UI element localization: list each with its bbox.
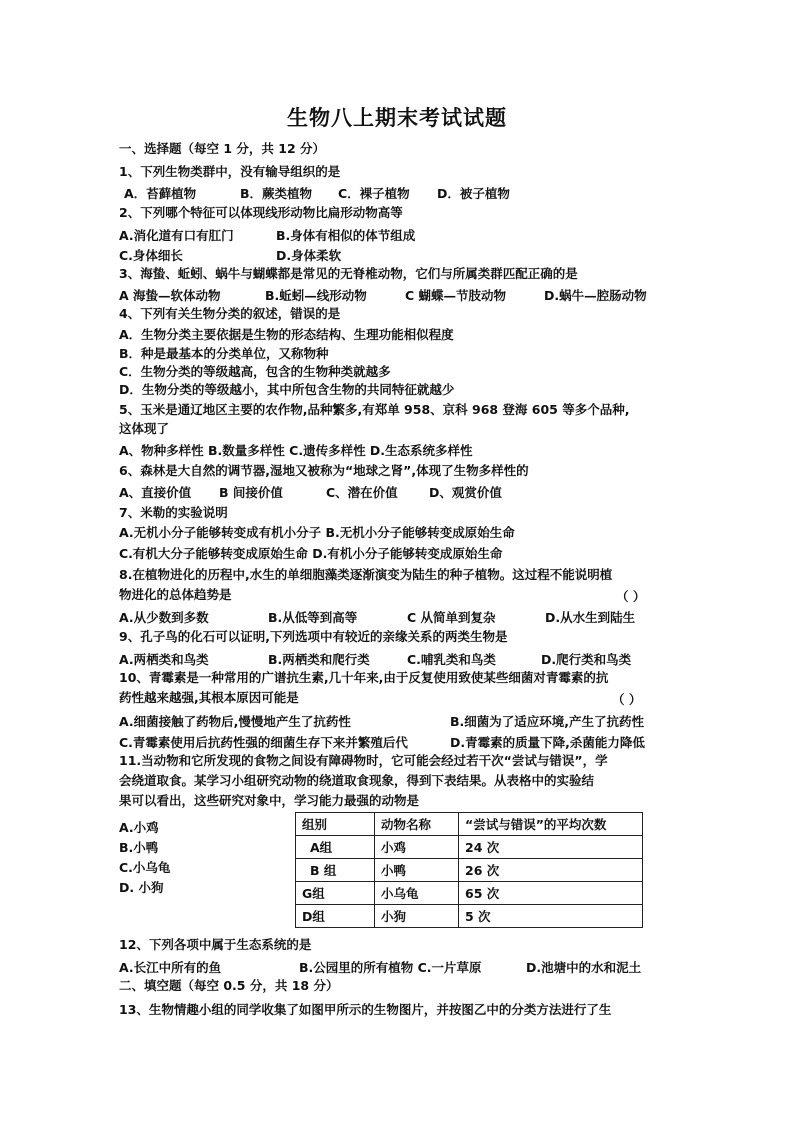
q6-option-b: B 间接价值: [219, 485, 283, 500]
question-8-stem: 8.在植物进化的历程中,水生的单细胞藻类逐渐演变为陆生的种子植物。这过程不能说明植: [119, 567, 613, 582]
q9-option-c: C.哺乳类和鸟类: [407, 652, 496, 667]
q1-option-d: D．被子植物: [437, 186, 510, 201]
q7-options-ab: A.无机小分子能够转变成有机小分子 B.无机小分子能够转变成原始生命: [119, 525, 515, 540]
question-11-stem-cont-1: 会绕道取食。某学习小组研究动物的绕道取食现象，得到下表结果。从表格中的实验结: [119, 773, 595, 788]
table-row: [296, 905, 643, 928]
question-1-stem: 1、下列生物类群中，没有输导组织的是: [119, 164, 341, 179]
question-9-stem: 9、孔子鸟的化石可以证明,下列选项中有较近的亲缘关系的两类生物是: [119, 629, 508, 644]
q2-option-c: C.身体细长: [119, 248, 183, 263]
table-cell: D组: [296, 905, 375, 928]
table-row: [296, 882, 643, 905]
table-cell: G组: [296, 882, 375, 905]
q3-option-a: A 海蛰—软体动物: [119, 288, 221, 303]
q2-option-a: A.消化道有口有肛门: [119, 228, 234, 243]
table-header-cell: 组别: [296, 813, 375, 836]
question-4-stem: 4、下列有关生物分类的叙述，错误的是: [119, 306, 341, 321]
q9-option-a: A.两栖类和鸟类: [119, 652, 209, 667]
q10-option-c: C.青霉素使用后抗药性强的细菌生存下来并繁殖后代: [119, 735, 408, 750]
question-2-stem: 2、下列哪个特征可以体现线形动物比扁形动物高等: [119, 205, 403, 220]
question-7-stem: 7、米勒的实验说明: [119, 505, 228, 520]
q4-option-d: D．生物分类的等级越小，其中所包含生物的共同特征就越少: [119, 382, 455, 397]
q6-option-a: A、直接价值: [119, 485, 192, 500]
q8-option-a: A.从少数到多数: [119, 610, 209, 625]
section-heading-choice: 一、选择题（每空 1 分，共 12 分）: [119, 141, 326, 156]
q8-option-b: B.从低等到高等: [268, 610, 358, 625]
table-row: [296, 836, 643, 859]
q11-option-c: C.小乌龟: [119, 860, 171, 875]
table-header-cell: “尝试与错误”的平均次数: [459, 813, 643, 836]
table-header-row: [296, 813, 643, 836]
q11-option-d: D. 小狗: [119, 880, 164, 895]
q4-option-b: B．种是最基本的分类单位，又称物种: [119, 346, 329, 361]
question-8-stem-cont: 物进化的总体趋势是: [119, 587, 232, 602]
question-11-stem: 11.当动物和它所发现的食物之间设有障碍物时，它可能会经过若干次“尝试与错误”，学: [119, 753, 608, 768]
q3-option-d: D.蜗牛—腔肠动物: [544, 288, 647, 303]
q3-option-b: B.蚯蚓—线形动物: [265, 288, 367, 303]
q8-answer-blank: （ ）: [616, 589, 646, 604]
table-header-cell: 动物名称: [375, 813, 459, 836]
q11-option-b: B.小鸭: [119, 840, 159, 855]
q4-option-a: A．生物分类主要依据是生物的形态结构、生理功能相似程度: [119, 327, 454, 342]
table-cell: 65 次: [459, 882, 643, 905]
q6-option-d: D、观赏价值: [429, 485, 502, 500]
q3-option-c: C 蝴蝶—节肢动物: [405, 288, 507, 303]
question-13-stem: 13、生物情趣小组的同学收集了如图甲所示的生物图片，并按图乙中的分类方法进行了生: [119, 1002, 612, 1017]
section-heading-fill: 二、填空题（每空 0.5 分，共 18 分）: [119, 978, 339, 993]
table-cell: 小鸭: [375, 859, 459, 882]
table-cell: 5 次: [459, 905, 643, 928]
q2-option-d: D.身体柔软: [276, 248, 342, 263]
q12-option-a: A.长江中所有的鱼: [119, 960, 222, 975]
q9-option-d: D.爬行类和鸟类: [541, 652, 632, 667]
table-row: [296, 859, 643, 882]
q4-option-c: C．生物分类的等级越高，包含的生物种类就越多: [119, 364, 391, 379]
q6-option-c: C、潜在价值: [326, 485, 398, 500]
q10-option-d: D.青霉素的质量下降,杀菌能力降低: [450, 735, 645, 750]
question-10-stem: 10、青霉素是一种常用的广谱抗生素,几十年来,由于反复使用致使某些细菌对青霉素的抗: [119, 670, 609, 685]
q11-option-a: A.小鸡: [119, 820, 159, 835]
q9-option-b: B.两栖类和爬行类: [268, 652, 370, 667]
table-cell: A组: [296, 836, 375, 859]
table-cell: 24 次: [459, 836, 643, 859]
table-cell: B 组: [296, 859, 375, 882]
question-5-stem: 5、玉米是通辽地区主要的农作物,品种繁多,有郑单 958、京科 968 登海 605 等多个品种,: [119, 402, 630, 417]
q1-option-c: C．裸子植物: [338, 186, 410, 201]
question-6-stem: 6、森林是大自然的调节器,湿地又被称为“地球之肾”,体现了生物多样性的: [119, 463, 529, 478]
q10-answer-blank: （ ）: [612, 692, 642, 707]
q1-option-a: A．苔藓植物: [124, 186, 197, 201]
q8-option-c: C 从简单到复杂: [407, 610, 496, 625]
q1-option-b: B．蕨类植物: [240, 186, 313, 201]
q10-option-b: B.细菌为了适应环境,产生了抗药性: [450, 714, 645, 729]
q5-options: A、物种多样性 B.数量多样性 C.遗传多样性 D.生态系统多样性: [119, 443, 473, 458]
results-table: [295, 812, 643, 928]
q12-option-b: B.公园里的所有植物 C.一片草原: [299, 960, 482, 975]
table-cell: 小鸡: [375, 836, 459, 859]
question-3-stem: 3、海蛰、蚯蚓、蜗牛与蝴蝶都是常见的无脊椎动物，它们与所属类群匹配正确的是: [119, 266, 578, 281]
q2-option-b: B.身体有相似的体节组成: [276, 228, 416, 243]
q10-option-a: A.细菌接触了药物后,慢慢地产生了抗药性: [119, 714, 351, 729]
question-12-stem: 12、下列各项中属于生态系统的是: [119, 937, 312, 952]
question-11-stem-cont-2: 果可以看出，这些研究对象中，学习能力最强的动物是: [119, 793, 420, 808]
q7-options-cd: C.有机大分子能够转变成原始生命 D.有机小分子能够转变成原始生命: [119, 546, 503, 561]
table-cell: 26 次: [459, 859, 643, 882]
table-cell: 小狗: [375, 905, 459, 928]
q12-option-d: D.池塘中的水和泥土: [526, 960, 642, 975]
table-cell: 小乌龟: [375, 882, 459, 905]
question-10-stem-cont: 药性越来越强,其根本原因可能是: [119, 690, 299, 705]
question-5-stem-cont: 这体现了: [119, 421, 170, 436]
page-title: 生物八上期末考试试题: [287, 106, 507, 130]
q8-option-d: D.从水生到陆生: [545, 610, 636, 625]
